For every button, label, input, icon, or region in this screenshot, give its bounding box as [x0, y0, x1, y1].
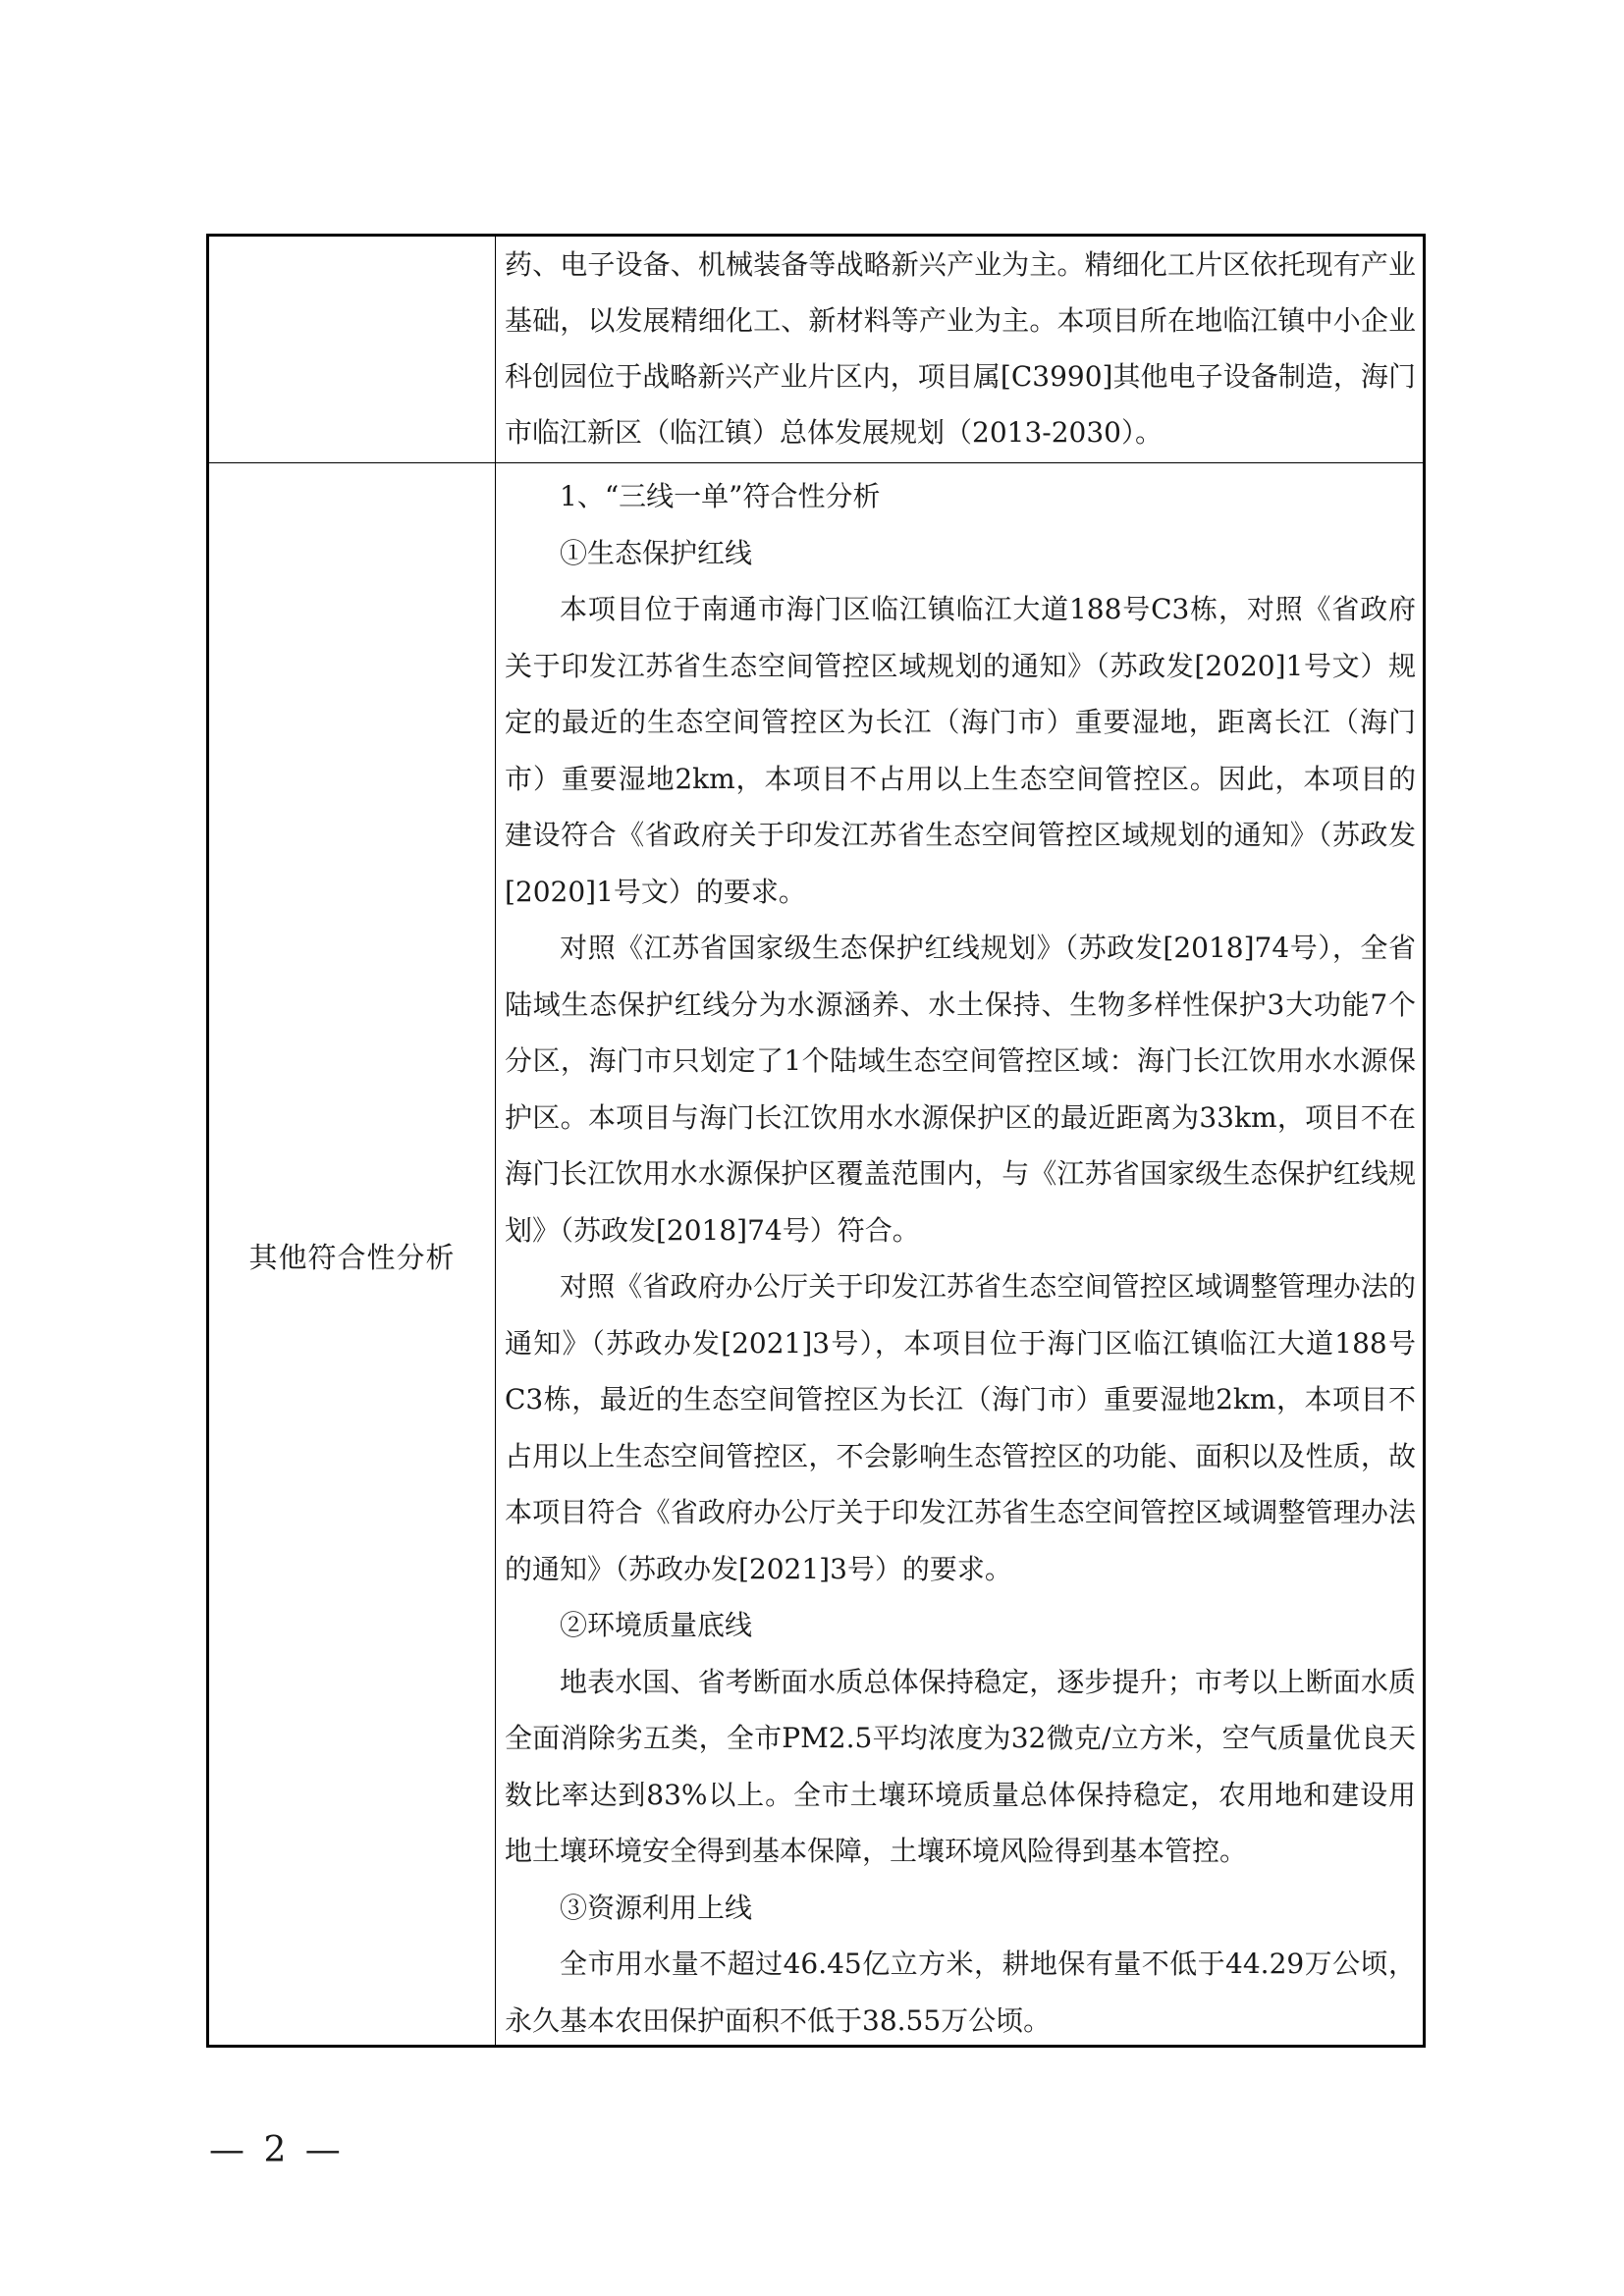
- ecological-redline-title: ①生态保护红线: [560, 536, 753, 569]
- ecological-redline-paragraph-3: 对照《省政府办公厅关于印发江苏省生态空间管控区域调整管理办法的通知》（苏政办发[2021]3号），本项目位于海门区临江镇临江大道188号C3栋，最近的生态空间管控区为长江（海门市）重要湿地2km，本项目不占用以上生态空间管控区，不会影响生态管控区的功能、面积以及性质，故本项目符合《省政府办公厅关于印发江苏省生态空间管控区域调整管理办法的通知》（苏政办发[2021]3号）的要求。: [505, 1270, 1416, 1585]
- compliance-table: [206, 234, 1426, 2048]
- environment-quality-paragraph: 地表水国、省考断面水质总体保持稳定，逐步提升；市考以上断面水质全面消除劣五类，全市PM2.5平均浓度为32微克/立方米，空气质量优良天数比率达到83%以上。全市土壤环境质量总体保持稳定，农用地和建设用地土壤环境安全得到基本保障，土壤环境风险得到基本管控。: [505, 1665, 1416, 1867]
- row-label-cell: [209, 463, 495, 2048]
- environment-quality-title: ②环境质量底线: [560, 1609, 753, 1641]
- planning-paragraph: 药、电子设备、机械装备等战略新兴产业为主。精细化工片区依托现有产业基础，以发展精细化工、新材料等产业为主。本项目所在地临江镇中小企业科创园位于战略新兴产业片区内，项目属[C3990]其他电子设备制造，海门市临江新区（临江镇）总体发展规划（2013-2030）。: [505, 248, 1416, 449]
- ecological-redline-paragraph-1: 本项目位于南通市海门区临江镇临江大道188号C3栋，对照《省政府关于印发江苏省生态空间管控区域规划的通知》（苏政发[2020]1号文）规定的最近的生态空间管控区为长江（海门市）重要湿地，距离长江（海门市）重要湿地2km，本项目不占用以上生态空间管控区。因此，本项目的建设符合《省政府关于印发江苏省生态空间管控区域规划的通知》（苏政发[2020]1号文）的要求。: [505, 593, 1416, 908]
- section-title: 1、“三线一单”符合性分析: [560, 480, 881, 512]
- resource-limit-title: ③资源利用上线: [560, 1891, 753, 1924]
- resource-limit-paragraph: 全市用水量不超过46.45亿立方米，耕地保有量不低于44.29万公顷，永久基本农田保护面积不低于38.55万公顷。: [505, 1948, 1416, 2037]
- ecological-redline-paragraph-2: 对照《江苏省国家级生态保护红线规划》（苏政发[2018]74号），全省陆域生态保护红线分为水源涵养、水土保持、生物多样性保护3大功能7个分区，海门市只划定了1个陆域生态空间管控区域：海门长江饮用水水源保护区。本项目与海门长江饮用水水源保护区的最近距离为33km，项目不在海门长江饮用水水源保护区覆盖范围内，与《江苏省国家级生态保护红线规划》（苏政发[2018]74号）符合。: [505, 932, 1416, 1247]
- analysis-content-cell: [505, 468, 1416, 2039]
- page-number: — 2 —: [209, 2130, 345, 2170]
- planning-content-cell: [505, 237, 1416, 462]
- row-label: 其他符合性分析: [248, 1240, 456, 1274]
- column-divider: [495, 237, 496, 2045]
